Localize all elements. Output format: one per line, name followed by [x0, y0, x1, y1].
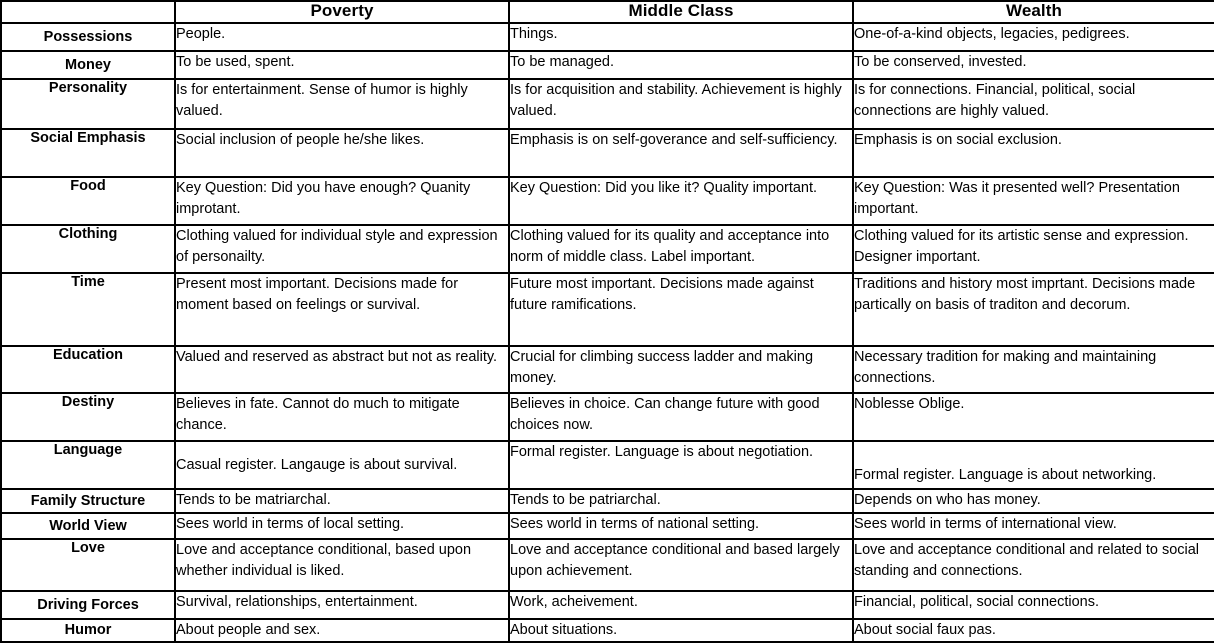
row-label-humor: Humor: [2, 620, 174, 641]
cell-humor-poverty: About people and sex.: [176, 620, 508, 641]
cell-personality-middle: Is for acquisition and stability. Achievement is highly valued.: [510, 80, 852, 128]
cell-family-structure-middle: Tends to be patriarchal.: [510, 490, 852, 512]
cell-education-middle: Crucial for climbing success ladder and making money.: [510, 347, 852, 392]
cell-destiny-wealth: Noblesse Oblige.: [854, 394, 1214, 440]
cell-humor-middle: About situations.: [510, 620, 852, 641]
cell-money-middle: To be managed.: [510, 52, 852, 78]
cell-destiny-middle: Believes in choice. Can change future with good choices now.: [510, 394, 852, 440]
cell-driving-forces-wealth: Financial, political, social connections.: [854, 592, 1214, 618]
cell-clothing-wealth: Clothing valued for its artistic sense and expression. Designer important.: [854, 226, 1214, 272]
table-row: [2, 24, 1214, 50]
cell-food-poverty: Key Question: Did you have enough? Quanity improtant.: [176, 178, 508, 224]
row-label-possessions: Possessions: [2, 24, 174, 50]
row-label-social-emphasis: Social Emphasis: [2, 130, 174, 176]
column-header-middle-class-label: Middle Class: [628, 2, 734, 20]
cell-education-wealth: Necessary tradition for making and maintaining connections.: [854, 347, 1214, 392]
cell-world-view-middle: Sees world in terms of national setting.: [510, 514, 852, 538]
table-row: [2, 178, 1214, 224]
table-row: [2, 490, 1214, 512]
cell-driving-forces-middle: Work, acheivement.: [510, 592, 852, 618]
table-row: [2, 226, 1214, 272]
cell-world-view-wealth: Sees world in terms of international view.: [854, 514, 1214, 538]
table-header-row: [2, 2, 1214, 22]
row-label-money: Money: [2, 52, 174, 78]
row-label-food: Food: [2, 178, 174, 224]
cell-language-poverty: Casual register. Langauge is about survival.: [176, 442, 508, 488]
cell-personality-wealth: Is for connections. Financial, political, social connections are highly valued.: [854, 80, 1214, 128]
table-row: [2, 540, 1214, 590]
row-label-world-view: World View: [2, 514, 174, 538]
row-label-driving-forces: Driving Forces: [2, 592, 174, 618]
table-row: [2, 620, 1214, 641]
table-row: [2, 347, 1214, 392]
cell-destiny-poverty: Believes in fate. Cannot do much to mitigate chance.: [176, 394, 508, 440]
table-row: [2, 592, 1214, 618]
header-corner-blank: [2, 2, 174, 22]
cell-food-wealth: Key Question: Was it presented well? Presentation important.: [854, 178, 1214, 224]
cell-time-wealth: Traditions and history most imprtant. Decisions made partically on basis of traditon and decorum.: [854, 274, 1214, 345]
table-row: [2, 52, 1214, 78]
cell-social-emphasis-poverty: Social inclusion of people he/she likes.: [176, 130, 508, 176]
table-row: [2, 442, 1214, 488]
cell-money-wealth: To be conserved, invested.: [854, 52, 1214, 78]
column-header-wealth: [854, 2, 1214, 22]
column-header-poverty-label: Poverty: [310, 2, 374, 20]
row-label-love: Love: [2, 540, 174, 590]
table-row: [2, 274, 1214, 345]
table-row: [2, 514, 1214, 538]
row-label-family-structure: Family Structure: [2, 490, 174, 512]
cell-family-structure-wealth: Depends on who has money.: [854, 490, 1214, 512]
row-label-education: Education: [2, 347, 174, 392]
cell-social-emphasis-wealth: Emphasis is on social exclusion.: [854, 130, 1214, 176]
cell-humor-wealth: About social faux pas.: [854, 620, 1214, 641]
cell-language-middle: Formal register. Language is about negotiation.: [510, 442, 852, 488]
table-row: [2, 80, 1214, 128]
cell-love-middle: Love and acceptance conditional and based largely upon achievement.: [510, 540, 852, 590]
row-label-clothing: Clothing: [2, 226, 174, 272]
cell-food-middle: Key Question: Did you like it? Quality important.: [510, 178, 852, 224]
cell-language-wealth: Formal register. Language is about networking.: [854, 442, 1214, 488]
cell-clothing-poverty: Clothing valued for individual style and expression of personailty.: [176, 226, 508, 272]
cell-personality-poverty: Is for entertainment. Sense of humor is highly valued.: [176, 80, 508, 128]
cell-love-poverty: Love and acceptance conditional, based upon whether individual is liked.: [176, 540, 508, 590]
column-header-wealth-label: Wealth: [1005, 2, 1063, 20]
cell-world-view-poverty: Sees world in terms of local setting.: [176, 514, 508, 538]
cell-driving-forces-poverty: Survival, relationships, entertainment.: [176, 592, 508, 618]
row-label-time: Time: [2, 274, 174, 345]
cell-possessions-poverty: People.: [176, 24, 508, 50]
cell-clothing-middle: Clothing valued for its quality and acceptance into norm of middle class. Label important.: [510, 226, 852, 272]
cell-time-middle: Future most important. Decisions made against future ramifications.: [510, 274, 852, 345]
column-header-middle-class: [510, 2, 852, 22]
row-label-destiny: Destiny: [2, 394, 174, 440]
cell-time-poverty: Present most important. Decisions made for moment based on feelings or survival.: [176, 274, 508, 345]
cell-possessions-middle: Things.: [510, 24, 852, 50]
row-label-language: Language: [2, 442, 174, 488]
cell-education-poverty: Valued and reserved as abstract but not as reality.: [176, 347, 508, 392]
cell-money-poverty: To be used, spent.: [176, 52, 508, 78]
table-row: [2, 394, 1214, 440]
table-row: [2, 130, 1214, 176]
cell-possessions-wealth: One-of-a-kind objects, legacies, pedigrees.: [854, 24, 1214, 50]
column-header-poverty: [176, 2, 508, 22]
cell-love-wealth: Love and acceptance conditional and related to social standing and connections.: [854, 540, 1214, 590]
cell-social-emphasis-middle: Emphasis is on self-goverance and self-sufficiency.: [510, 130, 852, 176]
cell-family-structure-poverty: Tends to be matriarchal.: [176, 490, 508, 512]
row-label-personality: Personality: [2, 80, 174, 128]
